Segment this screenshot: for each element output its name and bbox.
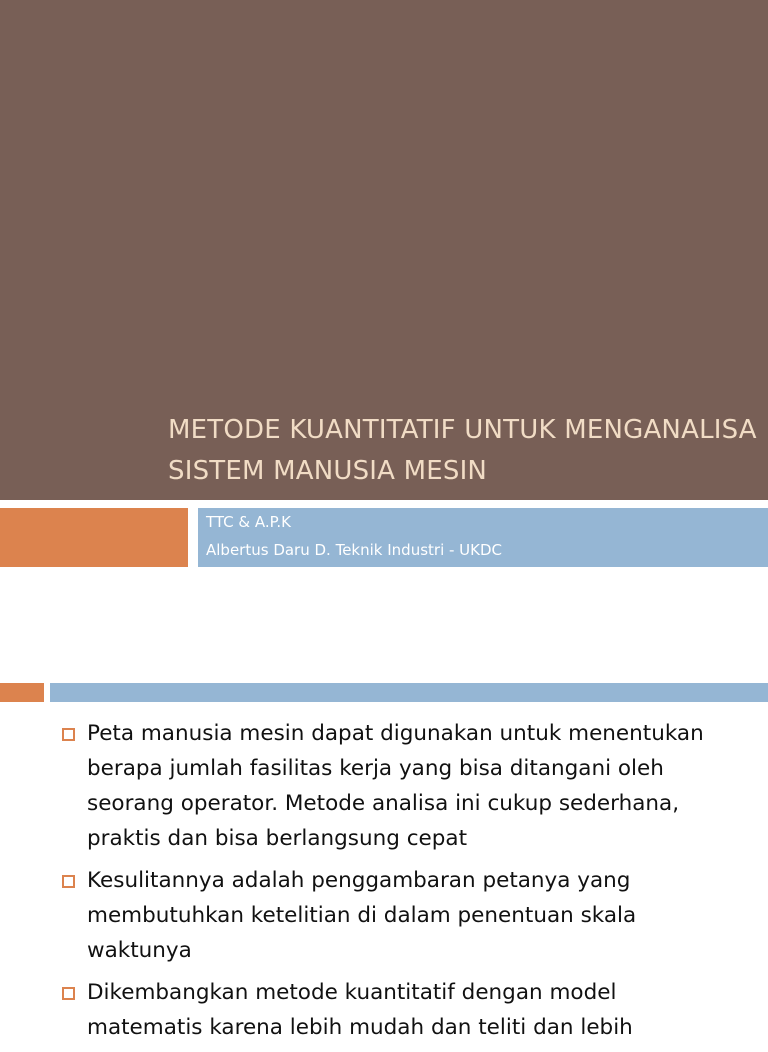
orange-accent-block bbox=[0, 508, 188, 567]
bullet-list bbox=[0, 716, 768, 1052]
subtitle-line-1: TTC & A.P.K bbox=[206, 513, 291, 531]
hollow-square-bullet-icon bbox=[62, 987, 75, 1000]
bullet-item bbox=[0, 975, 768, 1045]
bullet-text: Peta manusia mesin dapat digunakan untuk menentukan berapa jumlah fasilitas kerja yang bisa ditangani oleh seorang operator. Metode analisa ini cukup sederhana, praktis dan bisa berlangsung cepat bbox=[87, 721, 704, 851]
section-divider-orange bbox=[0, 683, 44, 702]
section-divider-blue bbox=[50, 683, 768, 702]
title-slide-band bbox=[0, 0, 768, 500]
bullet-text: Kesulitannya adalah penggambaran petanya yang membutuhkan ketelitian di dalam penentuan skala waktunya bbox=[87, 868, 637, 963]
bullet-item bbox=[0, 716, 768, 856]
slide-title: METODE KUANTITATIF UNTUK MENGANALISA SISTEM MANUSIA MESIN bbox=[168, 415, 757, 486]
hollow-square-bullet-icon bbox=[62, 728, 75, 741]
subtitle-line-2: Albertus Daru D. Teknik Industri - UKDC bbox=[206, 541, 503, 559]
hollow-square-bullet-icon bbox=[62, 875, 75, 888]
bullet-text: Dikembangkan metode kuantitatif dengan model matematis karena lebih mudah dan teliti dan lebih bbox=[87, 980, 633, 1040]
bullet-item bbox=[0, 863, 768, 968]
